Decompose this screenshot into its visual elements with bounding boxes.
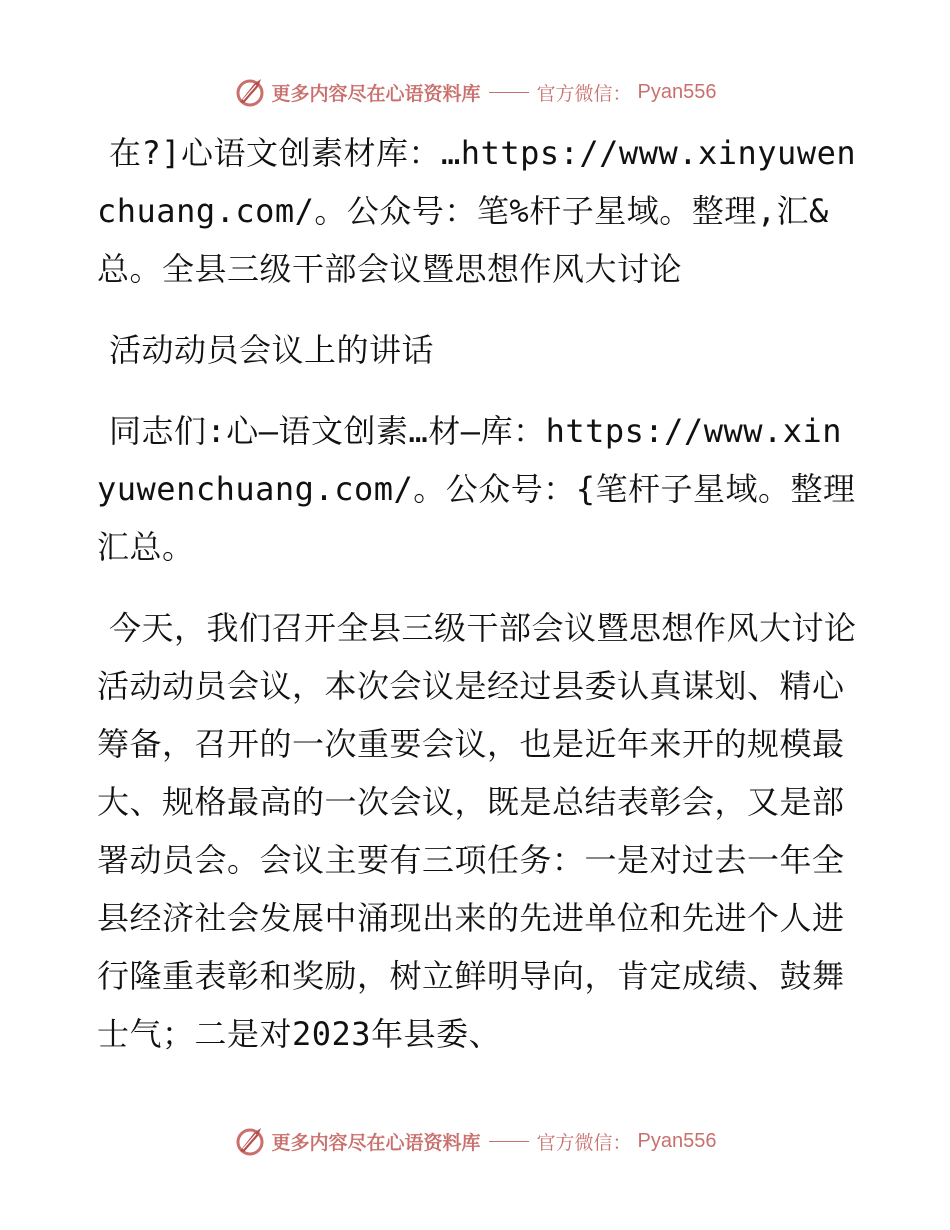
paragraph-greeting: 同志们:心—语文创素…材—库：https://www.xinyuwenchuang.com/。公众号：{笔杆子星域。整理汇总。	[97, 412, 856, 566]
banner-wechat-id: Pyan556	[637, 80, 717, 103]
banner-text: 更多内容尽在心语资料库	[271, 82, 481, 105]
banner-dash	[489, 92, 529, 93]
banner-label: 官方微信：	[536, 82, 632, 105]
banner-group	[234, 1125, 717, 1157]
paragraph-title: 活动动员会议上的讲话	[109, 331, 435, 369]
quill-pen-logo-icon	[234, 1125, 266, 1157]
banner-label: 官方微信：	[536, 1131, 632, 1154]
paragraph-intro: 在?]心语文创素材库：…https://www.xinyuwenchuang.com/。公众号：笔%杆子星域。整理,汇&总。全县三级干部会议暨思想作风大讨论	[97, 134, 857, 288]
page-footer-banner	[0, 1121, 950, 1161]
banner-dash	[489, 1141, 529, 1142]
banner-wechat-id: Pyan556	[637, 1129, 717, 1152]
page-header-banner	[0, 72, 950, 112]
banner-text: 更多内容尽在心语资料库	[271, 1131, 481, 1154]
banner-group	[234, 76, 717, 108]
paragraph-main: 今天，我们召开全县三级干部会议暨思想作风大讨论活动动员会议，本次会议是经过县委认真谋划、精心筹备，召开的一次重要会议，也是近年来开的规模最大、规格最高的一次会议，既是总结表彰会，又是部署动员会。会议主要有三项任务：一是对过去一年全县经济社会发展中涌现出来的先进单位和先进个人进行隆重表彰和奖励，树立鲜明导向，肯定成绩、鼓舞士气；二是对2023年县委、	[97, 609, 857, 1053]
quill-pen-logo-icon	[234, 76, 266, 108]
document-body	[97, 124, 857, 1086]
